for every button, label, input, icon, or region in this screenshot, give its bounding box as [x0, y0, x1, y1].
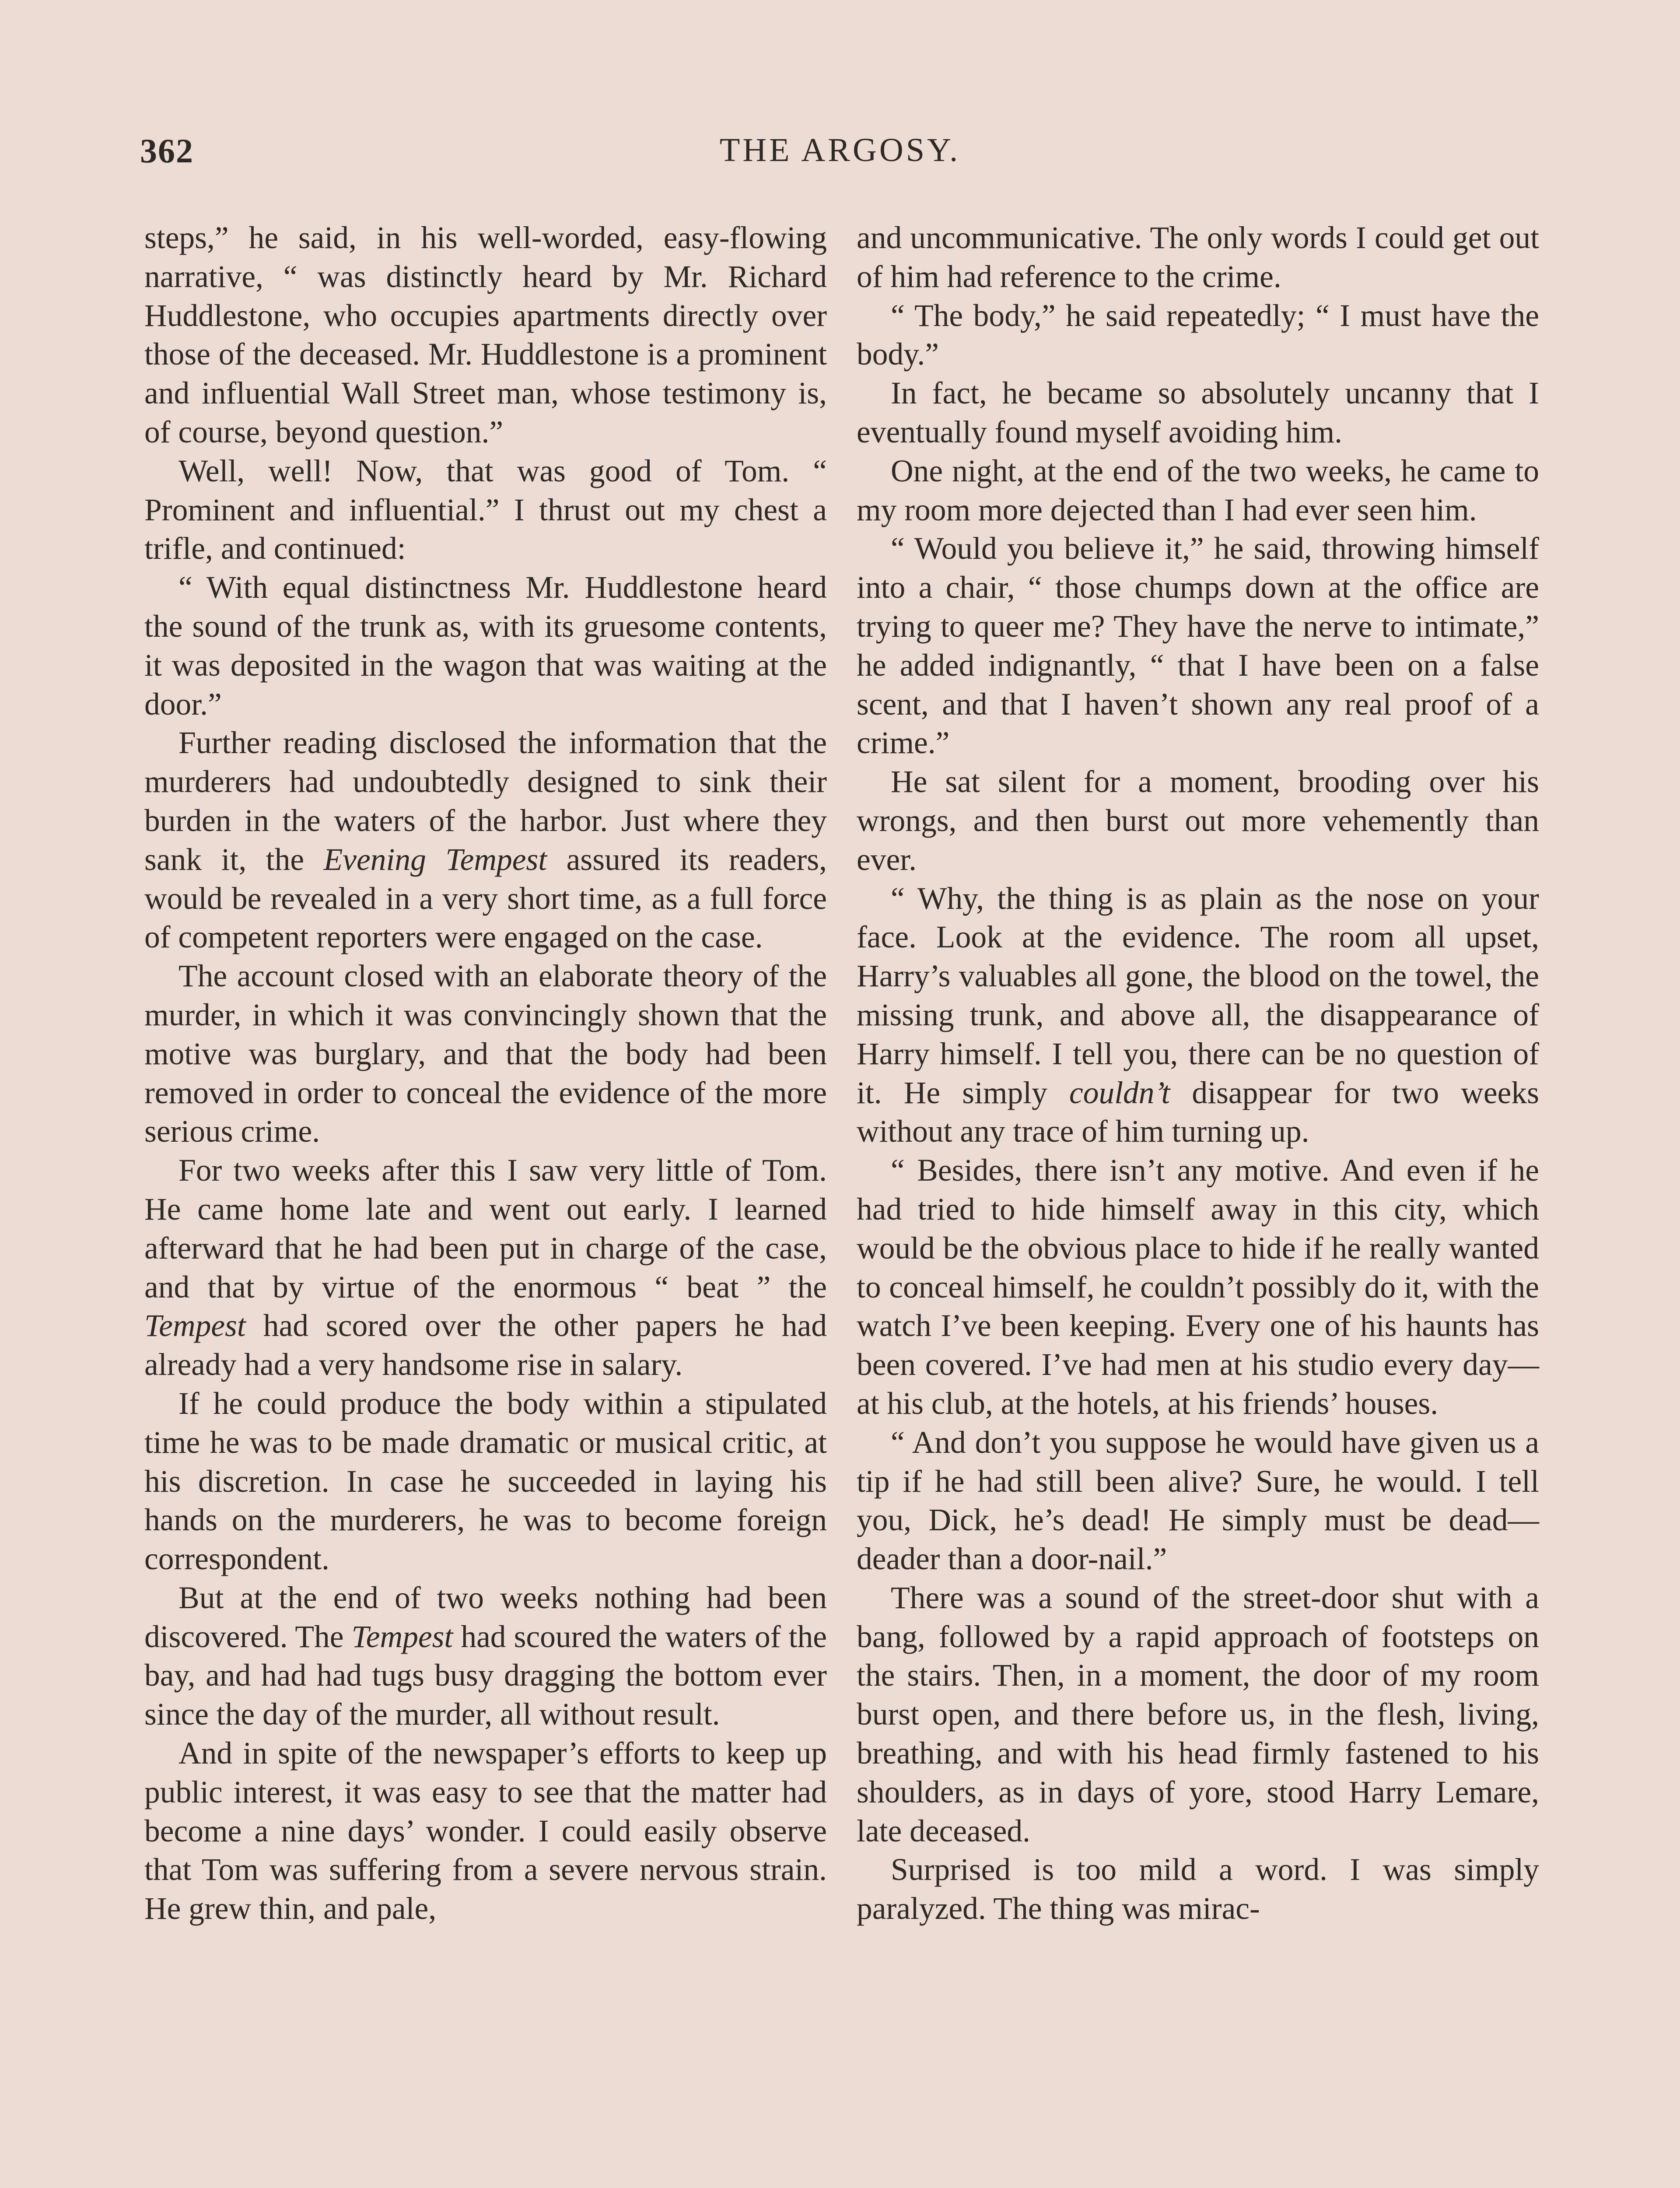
page-header [140, 131, 1540, 179]
paragraph: Further reading disclosed the information that the murderers had undoubtedly designed to sink their burden in the waters of the harbor. Just where they sank it, the Evening Tempest assured its readers, would be revealed in a very short time, as a full force of competent reporters were engaged on the case. [144, 726, 827, 955]
paragraph: In fact, he became so absolutely uncanny that I eventually found myself avoiding him. [857, 376, 1539, 449]
running-title: THE ARGOSY. [719, 132, 961, 168]
paragraph: “ Besides, there isn’t any motive. And even if he had tried to hide himself away in this city, which would be the obvious place to hide if he really wanted to conceal himself, he couldn’t possibly do it, with the watch I’ve been keeping. Every one of his haunts has been covered. I’ve had men at his studio every day—at his club, at the hotels, at his friends’ houses. [857, 1153, 1539, 1421]
paragraph: “ Would you believe it,” he said, throwing himself into a chair, “ those chumps down at the office are trying to queer me? They have the nerve to intimate,” he added indignantly, “ that I have been on a false scent, and that I haven’t shown any real proof of a crime.” [857, 531, 1539, 761]
emphasis: couldn’t [1069, 1075, 1170, 1110]
paragraph: Well, well! Now, that was good of Tom. “ Prominent and influential.” I thrust out my chest a trifle, and continued: [144, 453, 827, 566]
page-number: 362 [140, 132, 194, 170]
left-column [144, 219, 827, 1929]
paragraph: There was a sound of the street-door shut with a bang, followed by a rapid approach of footsteps on the stairs. Then, in a moment, the door of my room burst open, and there before us, in the flesh, living, breathing, and with his head firmly fastened to his shoulders, as in days of yore, stood Harry Lemare, late deceased. [857, 1580, 1539, 1848]
paragraph: The account closed with an elaborate theory of the murder, in which it was convincingly shown that the motive was burglary, and that the body had been removed in order to conceal the evidence of the more serious crime. [144, 959, 827, 1149]
newspaper-title: Tempest [144, 1308, 246, 1343]
paragraph: “ The body,” he said repeatedly; “ I must have the body.” [857, 298, 1539, 372]
right-column [857, 219, 1539, 1929]
paragraph: and uncommunicative. The only words I could get out of him had reference to the crime. [857, 221, 1539, 294]
paragraph: “ And don’t you suppose he would have given us a tip if he had still been alive? Sure, he would. I tell you, Dick, he’s dead! He simply must be dead—deader than a door-nail.” [857, 1425, 1539, 1577]
paragraph: Surprised is too mild a word. I was simply paralyzed. The thing was mirac- [857, 1852, 1539, 1926]
paragraph: He sat silent for a moment, brooding over his wrongs, and then burst out more vehemently than ever. [857, 764, 1539, 877]
paragraph: “ Why, the thing is as plain as the nose on your face. Look at the evidence. The room all upset, Harry’s valuables all gone, the blood on the towel, the missing trunk, and above all, the disappearance of Harry himself. I tell you, there can be no question of it. He simply couldn’t disappear for two weeks without any trace of him turning up. [857, 881, 1539, 1149]
paragraph: One night, at the end of the two weeks, he came to my room more dejected than I had ever seen him. [857, 453, 1539, 527]
paragraph: “ With equal distinctness Mr. Huddlestone heard the sound of the trunk as, with its gruesome contents, it was deposited in the wagon that was waiting at the door.” [144, 570, 827, 722]
paragraph: For two weeks after this I saw very little of Tom. He came home late and went out early. I learned afterward that he had been put in charge of the case, and that by virtue of the enormous “ beat ” the Tempest had scored over the other papers he had already had a very handsome rise in salary. [144, 1153, 827, 1382]
paragraph: steps,” he said, in his well-worded, easy-flowing narrative, “ was distinctly heard by Mr. Richard Huddlestone, who occupies apartments directly over those of the deceased. Mr. Huddlestone is a prominent and influential Wall Street man, whose testimony is, of course, beyond question.” [144, 221, 827, 449]
newspaper-title: Tempest [351, 1619, 453, 1654]
newspaper-title: Evening Tempest [323, 842, 547, 877]
paragraph: And in spite of the newspaper’s efforts to keep up public interest, it was easy to see that the matter had become a nine days’ wonder. I could easily observe that Tom was suffering from a severe nervous strain. He grew thin, and pale, [144, 1736, 827, 1926]
paragraph: But at the end of two weeks nothing had been discovered. The Tempest had scoured the waters of the bay, and had had tugs busy dragging the bottom ever since the day of the murder, all without result. [144, 1580, 827, 1732]
paragraph: If he could produce the body within a stipulated time he was to be made dramatic or musical critic, at his discretion. In case he succeeded in laying his hands on the murderers, he was to become foreign correspondent. [144, 1386, 827, 1577]
